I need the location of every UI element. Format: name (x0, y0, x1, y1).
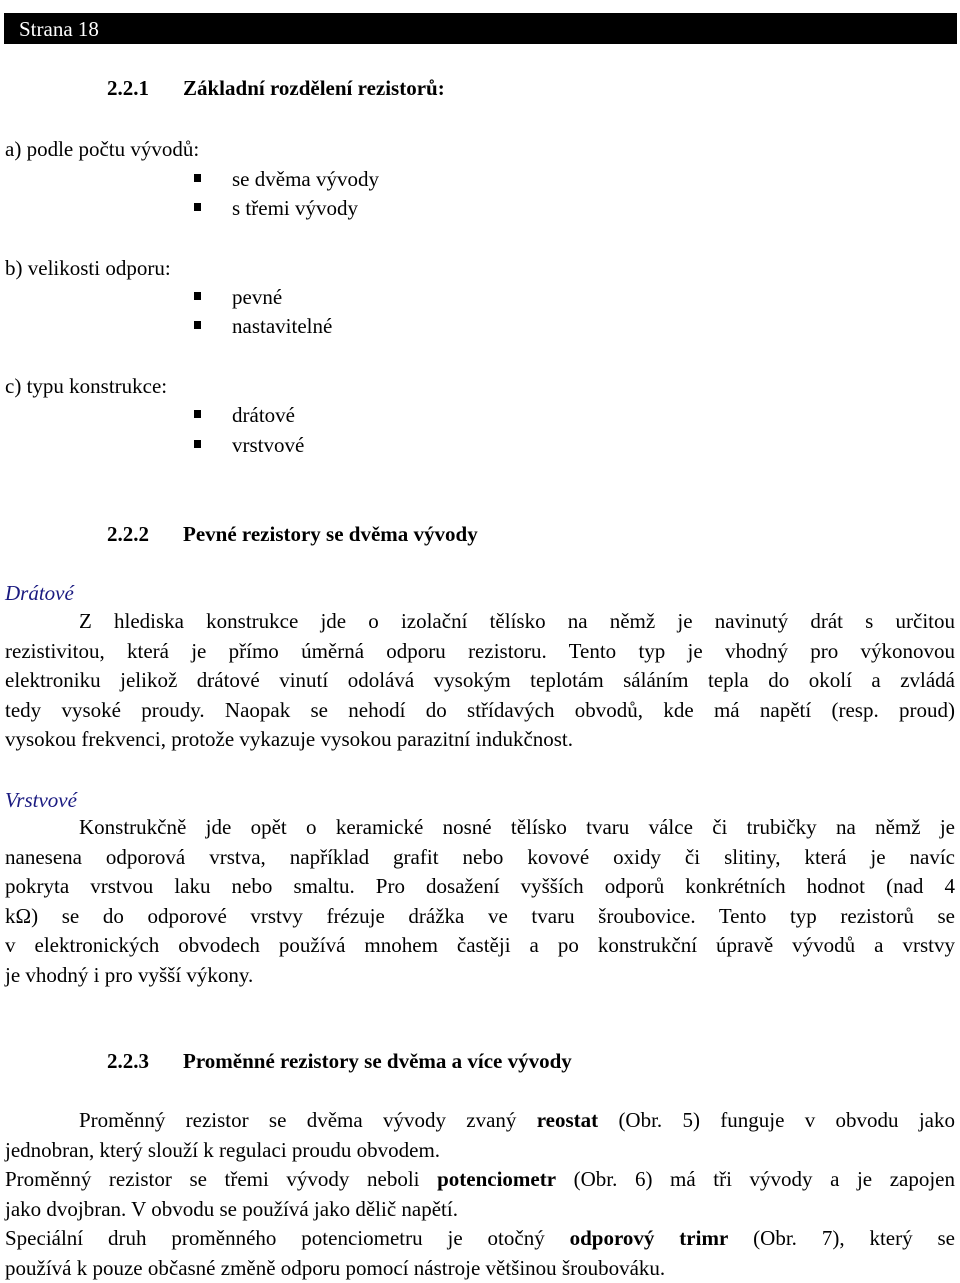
term-potenciometr: potenciometr (437, 1167, 557, 1191)
list-item: s třemi vývody (232, 196, 358, 220)
section-heading-2-2-1 (107, 75, 445, 101)
text-line: vysokou frekvenci, protože vykazuje vysokou parazitní indukčnost. (5, 727, 574, 751)
page-header-bar (4, 13, 957, 44)
section-heading-2-2-3 (107, 1048, 572, 1074)
section-heading-2-2-2 (107, 521, 478, 547)
paragraph-wire (5, 607, 955, 755)
list-item: drátové (232, 403, 295, 427)
term-reostat: reostat (536, 1108, 599, 1132)
square-bullet-icon (194, 440, 201, 448)
text-line: jako dvojbran. V obvodu se používá jako dělič napětí. (5, 1196, 458, 1221)
list-item: se dvěma vývody (232, 167, 379, 191)
text-line: Proměnný rezistor se dvěma vývody zvaný reostat (Obr. 5) funguje v obvodu jako (79, 1108, 955, 1132)
section-number: 2.2.2 (107, 522, 149, 546)
text-line: Speciální druh proměnného potenciometru je otočný odporový trimr (Obr. 7), který se (5, 1226, 956, 1250)
text-line: je vhodný i pro vyšší výkony. (5, 962, 254, 987)
group-label-b: b) velikosti odporu: (5, 256, 171, 280)
section-number: 2.2.1 (107, 76, 149, 100)
text-line: Z hlediska konstrukce jde o izolační tělísko na němž je navinutý drát s určitou (79, 609, 955, 633)
subheading-wire: Drátové (5, 581, 74, 605)
list-item: vrstvové (232, 433, 305, 457)
square-bullet-icon (194, 410, 201, 418)
section-title: Základní rozdělení rezistorů: (183, 76, 445, 100)
paragraph-film (5, 813, 955, 990)
text-line: rezistivitou, která je přímo úměrná odporu rezistoru. Tento typ je vhodný pro výkonovou (5, 638, 955, 663)
text-line: elektroniku jelikož drátové vinutí odolává vysokým teplotám sáláním tepla do okolí a zvládá (5, 668, 955, 692)
section-title: Proměnné rezistory se dvěma a více vývody (183, 1049, 572, 1073)
list-item: nastavitelné (232, 314, 333, 338)
section-number: 2.2.3 (107, 1049, 149, 1073)
subheading-film: Vrstvové (5, 788, 77, 812)
text-line: nanesena odporová vrstva, například grafit nebo kovové oxidy či slitiny, která je navíc (5, 844, 955, 869)
text-line: jednobran, který slouží k regulaci proudu obvodem. (5, 1137, 441, 1162)
text-line: kΩ) se do odporové vrstvy frézuje drážka ve tvaru šroubovice. Tento typ rezistorů se (5, 903, 955, 928)
square-bullet-icon (194, 174, 201, 182)
text-line: tedy vysoké proudy. Naopak se nehodí do střídavých obvodů, kde má napětí (resp. proud) (5, 697, 955, 722)
section-title: Pevné rezistory se dvěma vývody (183, 522, 478, 546)
square-bullet-icon (194, 203, 201, 211)
text-line: Konstrukčně jde opět o keramické nosné tělísko tvaru válce či trubičky na němž je (79, 815, 955, 839)
page-number: Strana 18 (19, 17, 99, 41)
square-bullet-icon (194, 321, 201, 329)
paragraph-variable (5, 1106, 955, 1283)
square-bullet-icon (194, 292, 201, 300)
group-label-a: a) podle počtu vývodů: (5, 137, 200, 161)
text-line: v elektronických obvodech používá mnohem častěji a po konstrukční úpravě vývodů a vrstvy (5, 933, 955, 957)
text-line: Proměnný rezistor se třemi vývody neboli potenciometr (Obr. 6) má tři vývody a je zapojen (5, 1167, 955, 1191)
text-line: pokryta vrstvou laku nebo smaltu. Pro dosažení vyšších odporů konkrétních hodnot (nad 4 (5, 874, 955, 898)
group-label-c: c) typu konstrukce: (5, 374, 168, 398)
list-item: pevné (232, 285, 283, 309)
text-line: používá k pouze občasné změně odporu pomocí nástroje většinou šroubováku. (5, 1255, 666, 1280)
term-trimr: odporový trimr (569, 1226, 729, 1250)
